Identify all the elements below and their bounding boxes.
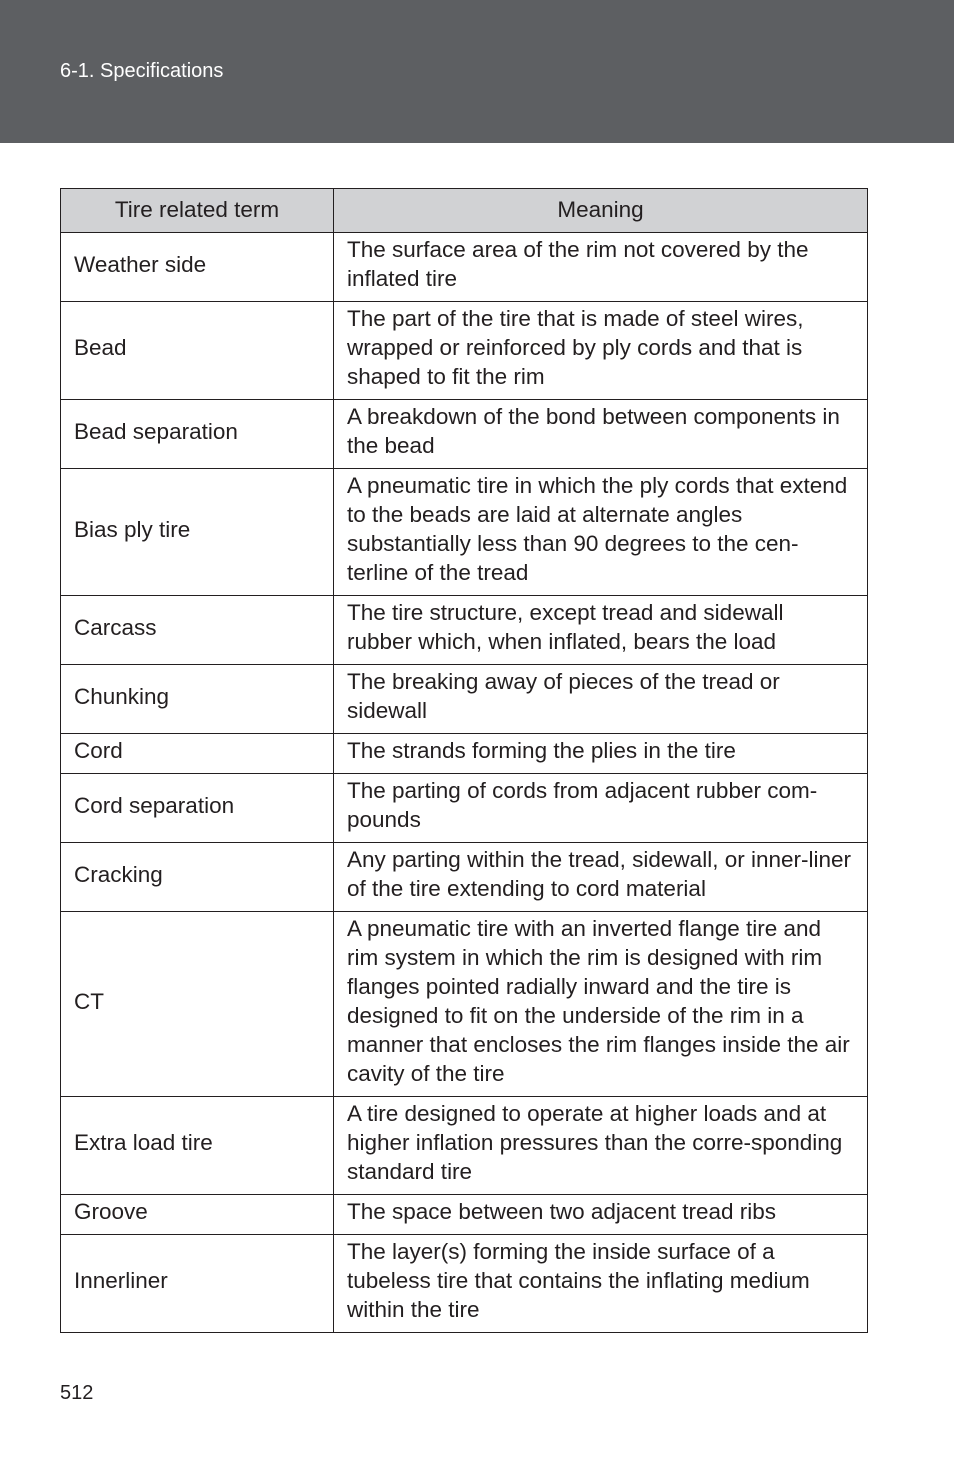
meaning-cell: A pneumatic tire in which the ply cords that extend to the beads are laid at alternate angles substantially less than 90 degrees to the cen-terline of the tread <box>334 469 868 596</box>
table-row <box>61 233 868 302</box>
term-cell: Bias ply tire <box>61 469 334 596</box>
term-cell: Groove <box>61 1195 334 1235</box>
table-row <box>61 1097 868 1195</box>
table-row <box>61 774 868 843</box>
table-row <box>61 1235 868 1333</box>
term-cell: Cord <box>61 734 334 774</box>
table-row <box>61 469 868 596</box>
term-cell: Weather side <box>61 233 334 302</box>
meaning-cell: The parting of cords from adjacent rubber com-pounds <box>334 774 868 843</box>
term-cell: Innerliner <box>61 1235 334 1333</box>
meaning-cell: The surface area of the rim not covered by the inflated tire <box>334 233 868 302</box>
term-cell: CT <box>61 912 334 1097</box>
tire-terms-table <box>60 188 868 1333</box>
table-row <box>61 665 868 734</box>
table-row <box>61 734 868 774</box>
term-cell: Extra load tire <box>61 1097 334 1195</box>
meaning-cell: A tire designed to operate at higher loads and at higher inflation pressures than the corre-sponding standard tire <box>334 1097 868 1195</box>
term-cell: Chunking <box>61 665 334 734</box>
column-header-meaning: Meaning <box>334 189 868 233</box>
meaning-cell: The part of the tire that is made of steel wires, wrapped or reinforced by ply cords and that is shaped to fit the rim <box>334 302 868 400</box>
meaning-cell: The layer(s) forming the inside surface of a tubeless tire that contains the inflating medium within the tire <box>334 1235 868 1333</box>
table-row <box>61 843 868 912</box>
term-cell: Carcass <box>61 596 334 665</box>
meaning-cell: A pneumatic tire with an inverted flange tire and rim system in which the rim is designed with rim flanges pointed radially inward and the tire is designed to fit on the underside of the rim in a manner that encloses the rim flanges inside the air cavity of the tire <box>334 912 868 1097</box>
table-row <box>61 400 868 469</box>
meaning-cell: The tire structure, except tread and sidewall rubber which, when inflated, bears the load <box>334 596 868 665</box>
table-row <box>61 912 868 1097</box>
term-cell: Bead separation <box>61 400 334 469</box>
page-number: 512 <box>60 1382 94 1404</box>
meaning-cell: A breakdown of the bond between components in the bead <box>334 400 868 469</box>
meaning-cell: The strands forming the plies in the tire <box>334 734 868 774</box>
meaning-cell: The space between two adjacent tread ribs <box>334 1195 868 1235</box>
meaning-cell: The breaking away of pieces of the tread or sidewall <box>334 665 868 734</box>
meaning-cell: Any parting within the tread, sidewall, or inner-liner of the tire extending to cord material <box>334 843 868 912</box>
column-header-term: Tire related term <box>61 189 334 233</box>
table-row <box>61 302 868 400</box>
table-row <box>61 596 868 665</box>
term-cell: Cracking <box>61 843 334 912</box>
term-cell: Cord separation <box>61 774 334 843</box>
section-title: 6-1. Specifications <box>60 60 224 82</box>
table-header-row <box>61 189 868 233</box>
term-cell: Bead <box>61 302 334 400</box>
table-row <box>61 1195 868 1235</box>
